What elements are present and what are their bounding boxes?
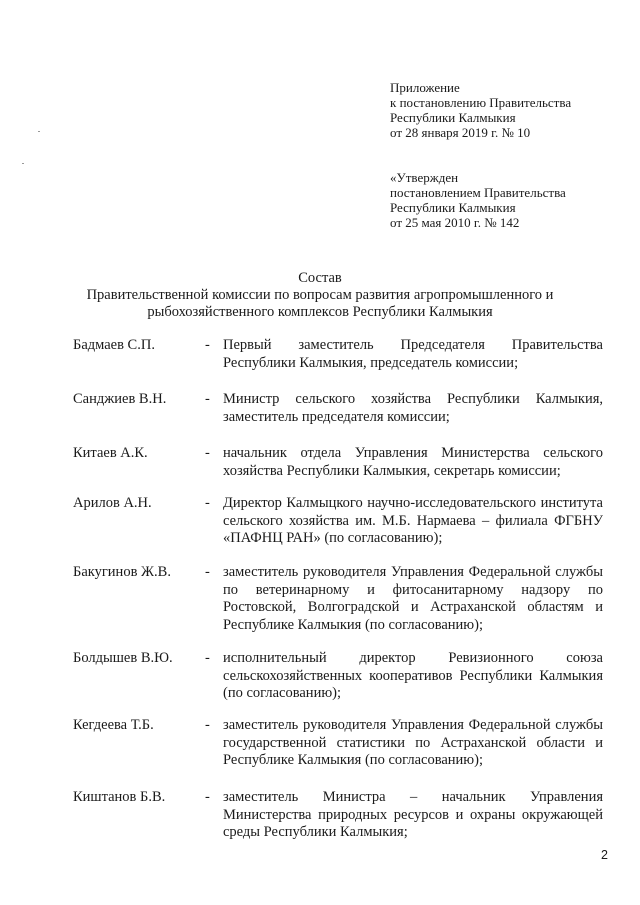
member-role: заместитель руководителя Управления Федеральной службы государственной статистики по Астраханской области и Республике Калмыкия (по согласованию); [223, 717, 603, 768]
approval-line: постановлением Правительства [390, 185, 566, 200]
member-role: Директор Калмыцкого научно-исследовательского института сельского хозяйства им. М.Б. Нармаева – филиала ФГБНУ «ПАФНЦ РАН» (по согласованию); [223, 495, 603, 546]
member-role: Министр сельского хозяйства Республики Калмыкия, заместитель председателя комиссии; [223, 391, 603, 425]
appendix-line: Приложение [390, 80, 460, 95]
title-subtitle-line: Правительственной комиссии по вопросам развития агропромышленного и [86, 287, 554, 303]
title-heading: Состав [298, 270, 342, 286]
approval-line: Республики Калмыкия [390, 200, 516, 215]
member-name: Киштанов Б.В. [73, 789, 166, 805]
member-dash: - [205, 789, 210, 805]
member-name: Кегдеева Т.Б. [73, 717, 154, 733]
member-role: Первый заместитель Председателя Правительства Республики Калмыкия, председатель комиссии; [223, 337, 603, 371]
member-name: Арилов А.Н. [73, 495, 152, 511]
member-role: начальник отдела Управления Министерства сельского хозяйства Республики Калмыкия, секретарь комиссии; [223, 445, 603, 479]
title-subtitle-line: рыбохозяйственного комплексов Республики Калмыкия [147, 304, 493, 320]
scan-speck [38, 131, 40, 132]
member-role: заместитель Министра – начальник Управления Министерства природных ресурсов и охраны окружающей среды Республики Калмыкия; [223, 789, 603, 840]
member-role: исполнительный директор Ревизионного союза сельскохозяйственных кооперативов Республики Калмыкия (по согласованию); [223, 650, 603, 701]
appendix-line: к постановлению Правительства [390, 95, 572, 110]
approval-reference [390, 170, 566, 230]
member-name: Болдышев В.Ю. [73, 650, 173, 666]
member-name: Санджиев В.Н. [73, 391, 167, 407]
member-name: Бакугинов Ж.В. [73, 564, 171, 580]
member-dash: - [205, 650, 210, 666]
document-title [0, 270, 640, 321]
appendix-line: Республики Калмыкия [390, 110, 516, 125]
page-number: 2 [601, 848, 608, 862]
member-dash: - [205, 495, 210, 511]
member-dash: - [205, 717, 210, 733]
member-dash: - [205, 564, 210, 580]
member-dash: - [205, 337, 210, 353]
scan-speck [22, 163, 24, 164]
approval-line: от 25 мая 2010 г. № 142 [390, 215, 520, 230]
member-name: Бадмаев С.П. [73, 337, 155, 353]
appendix-reference [390, 80, 571, 140]
member-name: Китаев А.К. [73, 445, 148, 461]
member-dash: - [205, 391, 210, 407]
member-role: заместитель руководителя Управления Федеральной службы по ветеринарному и фитосанитарному надзору по Ростовской, Волгоградской и Астраханской областям и Республике Калмыкия (по согласованию); [223, 564, 603, 633]
member-dash: - [205, 445, 210, 461]
appendix-line: от 28 января 2019 г. № 10 [390, 125, 531, 140]
approval-line: «Утвержден [390, 170, 459, 185]
